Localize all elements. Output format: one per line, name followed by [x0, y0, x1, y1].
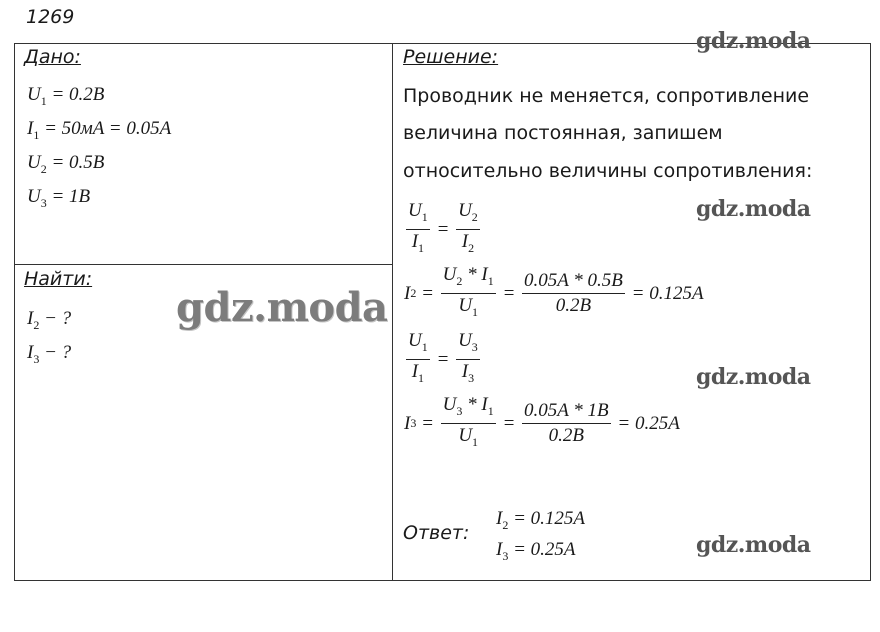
equation-ratio-1: $\frac{U_1}{I_1}$ = $\frac{U_2}{I_2}$ — [408, 200, 478, 255]
solution-text-line: относительно величины сопротивления: — [403, 160, 813, 182]
answer-item: $I_2 = 0.125A$ — [496, 508, 586, 532]
given-item: $U_3 = 1B$ — [27, 186, 91, 210]
equation-i3: I 3 = $\frac{U_3 * I_1}{U_1}$ = $\frac{0.05A * 1B}{0.2B}$ = 0.25A — [404, 394, 680, 449]
find-item: $I_3$ − ? — [27, 342, 72, 366]
solution-heading: Решение: — [403, 46, 499, 68]
given-item: $I_1 = 50мA = 0.05A$ — [27, 118, 172, 142]
solution-text-line: Проводник не меняется, сопротивление — [403, 85, 810, 107]
given-item: $U_1 = 0.2B$ — [27, 84, 105, 108]
solution-text-line: величина постоянная, запишем — [403, 122, 723, 144]
table-left-border — [14, 43, 15, 581]
answer-item: $I_3 = 0.25A$ — [496, 539, 576, 563]
find-item: $I_2$ − ? — [27, 308, 72, 332]
watermark: gdz.moda — [696, 532, 811, 558]
answer-list — [496, 508, 585, 570]
given-find-divider — [14, 264, 393, 265]
watermark: gdz.moda — [696, 196, 811, 222]
given-heading: Дано: — [24, 46, 81, 68]
watermark: gdz.moda — [696, 28, 811, 54]
equation-ratio-2: $\frac{U_1}{I_1}$ = $\frac{U_3}{I_3}$ — [408, 330, 478, 385]
watermark: gdz.moda — [696, 364, 811, 390]
given-list — [27, 84, 171, 220]
equation-i2: I 2 = $\frac{U_2 * I_1}{U_1}$ = $\frac{0.05A * 0.5B}{0.2B}$ = 0.125A — [404, 264, 704, 319]
table-right-border — [870, 43, 871, 581]
given-item: $U_2 = 0.5B$ — [27, 152, 105, 176]
column-divider — [392, 43, 393, 581]
problem-number: 1269 — [26, 6, 75, 28]
watermark: gdz.moda — [176, 284, 388, 331]
answer-label: Ответ: — [403, 522, 470, 544]
table-bottom-border — [14, 580, 871, 581]
find-heading: Найти: — [24, 268, 93, 290]
find-list — [27, 308, 71, 376]
